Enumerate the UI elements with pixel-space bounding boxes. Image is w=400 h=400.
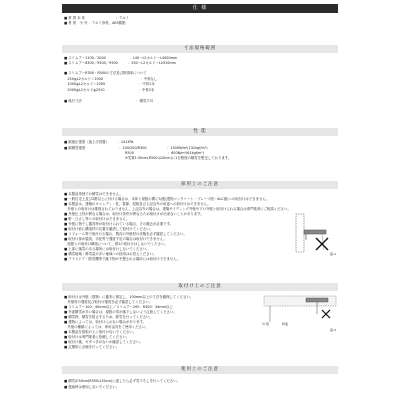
selection-heading: 採用上のご注意 (62, 181, 338, 189)
range-line-6: 2000≦L2カルド≦2910 ：中骨2本 (64, 88, 155, 92)
range-line-2: ■ スリムアー6300／9300／9500 ：250～L2カルド〜L2910mm (64, 61, 176, 65)
install-line-1: ■ 取付けは外壁（建物）に確実に固定し、100mm以上の寸法を確保してください。 (64, 295, 194, 299)
range-line-1: ■ スリムアー1100／2000 ：L40～L2カルド〜L4000mm (64, 56, 178, 60)
install-line-8: ■ 本製品を屋根の上に取付けないでください。 (64, 330, 137, 334)
selection-line-11: 屋根との取付け構造について、図1の取付けはしないでください。 (64, 242, 168, 246)
usage-line-1: ■ 積雪が50cm(R500は20cm)に達したら必ず雪下ろしを行ってください。 (64, 379, 181, 383)
range-line-3: ■ スリムアーR300・R500の寸法及び推奨率について (64, 71, 147, 75)
figure-1-caption: 図-1 (330, 252, 336, 256)
selection-line-10: ■ 取付け部が腐食、劣化等で強度不足の場合は取付けできません。 (64, 237, 167, 241)
selection-line-8: ■ 取付け前に構造材の位置を確認して取付けてください。 (64, 227, 154, 231)
range-line-4: 250≦L2カルド＜1000 ：中骨なし (64, 77, 158, 81)
install-line-9: ■ 取付けは専門業者に依頼してください。 (64, 335, 130, 339)
spec-heading: 仕 様 (62, 4, 338, 13)
selection-line-13: ■ 積雪地域・降雪量が多い地域への採用はお控えください。 (64, 252, 157, 256)
install-line-5: ■ 積雪時、積雪を防止するため、除雪を行ってください。 (64, 315, 153, 319)
perf-heading: 性 能 (62, 128, 338, 136)
selection-line-1: ■ 本製品単独での積雪はできません。 (64, 192, 123, 196)
selection-line-2: ■ 一般住宅上及び2階以上に付ける場合は、本体と屋根の間に勾配(建物コンクリート・ブレーブ面・ALC面)への取付けはできません。 (64, 197, 270, 201)
install-line-6: ■ 建物によっては、取付けられない場合があります。 (64, 320, 146, 324)
selection-line-3: ■ 本製品は、建築のキャンディ・柱、電線、屋根及び上記以外の用途への取付けはできません。 (64, 202, 211, 206)
usage-heading: 使用上のご注意 (62, 366, 338, 374)
range-line-5: 1000≦L2カルド＜2000 ：中骨1本 (64, 82, 155, 86)
selection-line-14: ■ テラスドア・除雪機等で落下物が予想される場所には取付けできません。 (64, 257, 181, 261)
perf-line-4: ※雪質1:50cm(R500は20cm)に1日程度の積雪を想定しております。 (64, 156, 232, 160)
install-line-11: ■ 定期的に点検を行ってください。 (64, 345, 120, 349)
figure-2-label-eave: 軒面 (282, 322, 289, 326)
perf-line-1: ■ 耐風圧強度（風上げ設置） ：1413Pa (64, 140, 134, 144)
range-line-7: ■ 奥行寸法 ：積雪不可 (64, 99, 154, 103)
spec-row-1: ■ 材 質 本 体 ：アルミ (64, 16, 130, 20)
perf-line-3: R500 ：600N/m²(61kgf/m²) (64, 151, 205, 155)
usage-line-2: ■ 強風時は使用しないでください。 (64, 385, 120, 389)
install-line-4: ■ 外部積雪が多い場合は、屋根の雪が落下しないよう注意してください。 (64, 310, 177, 314)
install-line-10: ■ 取付け後、ガタつきがないか確認してください。 (64, 340, 143, 344)
install-line-3: ■ スリムアー100：40mm以上／スリムアー200：R300：34mm以上 (64, 305, 173, 309)
figure-2-caption: 図-2 (330, 328, 336, 332)
spec-row-2: ■ 材 質 小 外 ：アルミ形材、AES樹脂 (64, 21, 126, 25)
selection-line-5: ■ 外壁仕上材が異なる場合は、取付け条件が異なるため取付けが出来ないことがあります。 (64, 212, 204, 216)
install-heading: 取付け上のご注意 (62, 283, 338, 291)
range-heading: 寸法規格範囲 (62, 45, 338, 53)
install-line-2: 外壁材の強度及び取付け強度を必ず確認してください。 (64, 300, 153, 304)
selection-line-9: ■ リフォーム等で取付ける場合、既存の外壁材の状態を必ず確認してください。 (64, 232, 187, 236)
selection-line-6: ■ 軒・ひさし等との取付けはできません。 (64, 217, 130, 221)
install-line-7: 外壁の種類によっては、専用金具をご使用ください。 (64, 325, 149, 329)
selection-line-12: ■ 上部に落雪のある場所には取付けしないでください。 (64, 247, 150, 251)
figure-2-diagram (262, 292, 338, 326)
perf-line-2: ■ 耐積雪強度 ：100/200/R300 ：1300N/m²(132kgf/m²) (64, 146, 208, 150)
figure-1-diagram (292, 212, 338, 256)
selection-line-7: ■ 外壁に物干し器具等が取付けられている場合、その撤去が必要です。 (64, 222, 174, 226)
figure-2-label-wall: 外 壁 (262, 322, 269, 326)
selection-line-4: 外壁との取付けは推奨されておりません。上記以外の場合は、建築サイディング外壁やプロ外壁と取付けられる場合は専門業者にご相談ください。 (64, 207, 291, 211)
